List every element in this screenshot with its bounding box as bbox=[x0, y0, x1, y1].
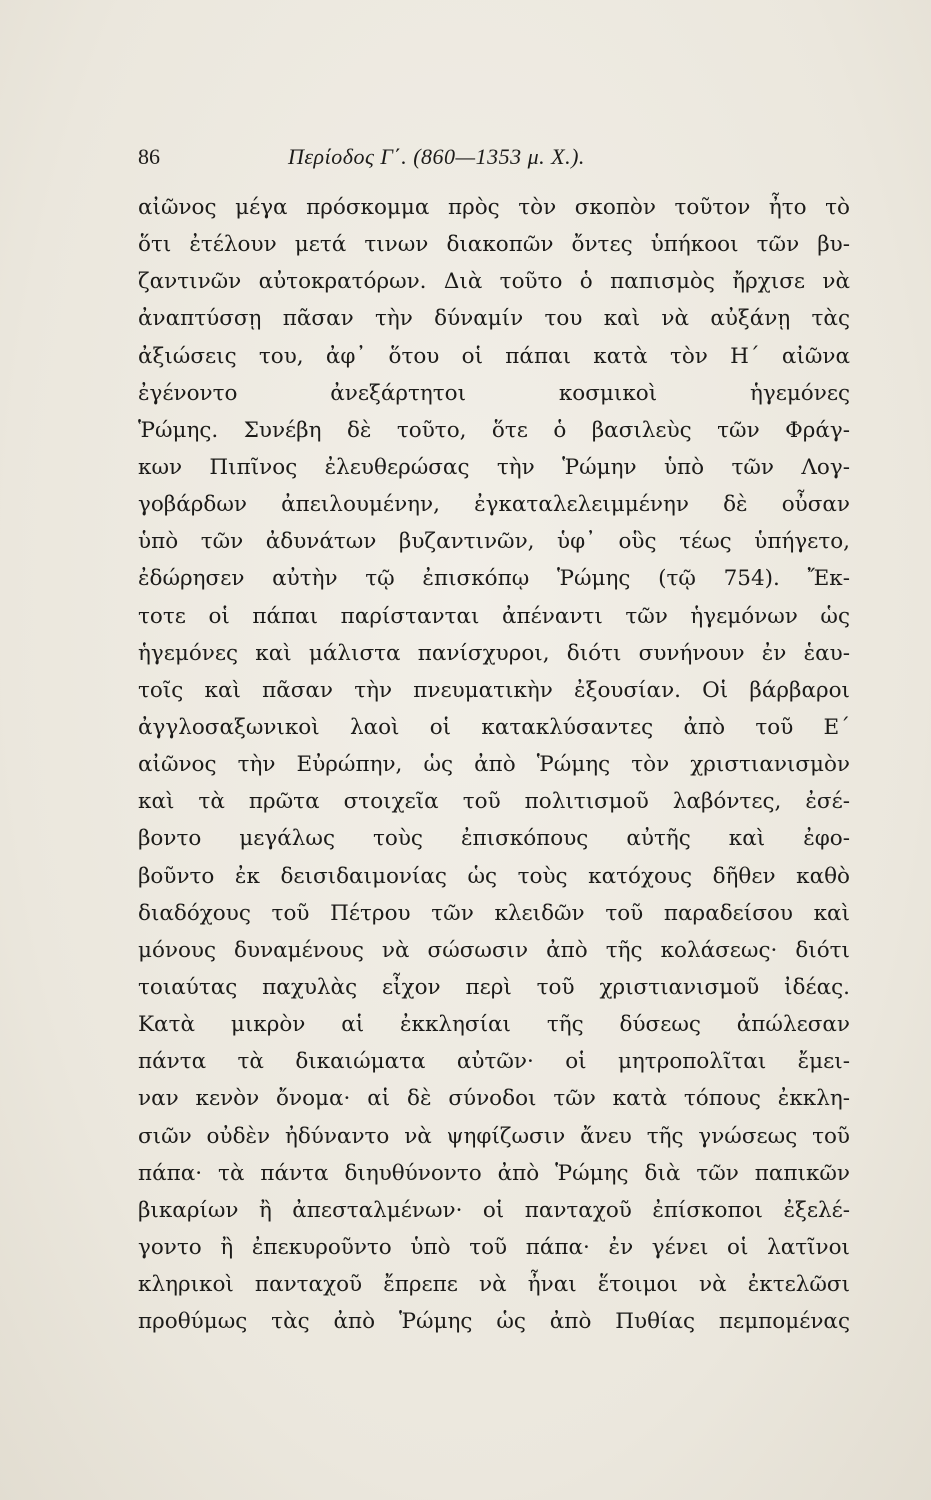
text-line: αἰῶνος μέγα πρόσκομμα πρὸς τὸν σκοπὸν τοῦτον ἦτο τὸ bbox=[138, 195, 850, 220]
text-line: τοῖς καὶ πᾶσαν τὴν πνευματικὴν ἐξουσίαν. Οἱ βάρβαροι bbox=[138, 677, 850, 703]
text-line: κληρικοὶ πανταχοῦ ἔπρεπε νὰ ἦναι ἕτοιμοι νὰ ἐκτελῶσι bbox=[138, 1272, 850, 1298]
text-line: ἐγένοντο ἀνεξάρτητοι κοσμικοὶ ἡγεμόνες bbox=[138, 380, 850, 406]
text-line: τοτε οἱ πάπαι παρίστανται ἀπέναντι τῶν ἡγεμόνων ὡς bbox=[138, 603, 850, 629]
text-line: τοιαύτας παχυλὰς εἶχον περὶ τοῦ χριστιανισμοῦ ἰδέας. bbox=[138, 974, 850, 1000]
text-line: πάντα τὰ δικαιώματα αὐτῶν· οἱ μητροπολῖται ἔμει- bbox=[138, 1049, 850, 1075]
text-line: βοντο μεγάλως τοὺς ἐπισκόπους αὐτῆς καὶ ἐφο- bbox=[138, 826, 850, 852]
text-line: αἰῶνος τὴν Εὐρώπην, ὡς ἀπὸ Ῥώμης τὸν χριστιανισμὸν bbox=[138, 752, 850, 778]
text-line: γοντο ἢ ἐπεκυροῦντο ὑπὸ τοῦ πάπα· ἐν γένει οἱ λατῖνοι bbox=[138, 1234, 850, 1260]
text-line: κων Πιπῖνος ἐλευθερώσας τὴν Ῥώμην ὑπὸ τῶν Λογ- bbox=[138, 454, 850, 480]
text-line: ὑπὸ τῶν ἀδυνάτων βυζαντινῶν, ὑφ᾽ οὓς τέως ὑπήγετο, bbox=[138, 529, 850, 555]
text-line: βικαρίων ἢ ἀπεσταλμένων· οἱ πανταχοῦ ἐπίσκοποι ἐξελέ- bbox=[138, 1197, 850, 1223]
text-line: μόνους δυναμένους νὰ σώσωσιν ἀπὸ τῆς κολάσεως· διότι bbox=[138, 937, 850, 963]
text-line: ἀναπτύσσῃ πᾶσαν τὴν δύναμίν του καὶ νὰ αὐξάνῃ τὰς bbox=[138, 306, 850, 332]
text-line: γοβάρδων ἀπειλουμένην, ἐγκαταλελειμμένην δὲ οὖσαν bbox=[138, 492, 850, 518]
text-line: βοῦντο ἐκ δεισιδαιμονίας ὡς τοὺς κατόχους δῆθεν καθὸ bbox=[138, 863, 850, 889]
text-line: Ῥώμης. Συνέβη δὲ τοῦτο, ὅτε ὁ βασιλεὺς τῶν Φράγ- bbox=[138, 417, 850, 443]
text-line: προθύμως τὰς ἀπὸ Ῥώμης ὡς ἀπὸ Πυθίας πεμπομένας bbox=[138, 1309, 850, 1335]
text-line: σιῶν οὐδὲν ἠδύναντο νὰ ψηφίζωσιν ἄνευ τῆς γνώσεως τοῦ bbox=[138, 1123, 850, 1149]
text-line: διαδόχους τοῦ Πέτρου τῶν κλειδῶν τοῦ παραδείσου καὶ bbox=[138, 900, 850, 926]
text-line: καὶ τὰ πρῶτα στοιχεῖα τοῦ πολιτισμοῦ λαβόντες, ἐσέ- bbox=[138, 789, 850, 815]
page-number: 86 bbox=[138, 144, 160, 169]
text-line: ἀξιώσεις του, ἀφ᾽ ὅτου οἱ πάπαι κατὰ τὸν Η΄ αἰῶνα bbox=[138, 343, 850, 369]
text-line: ναν κενὸν ὄνομα· αἱ δὲ σύνοδοι τῶν κατὰ τόπους ἐκκλη- bbox=[138, 1086, 850, 1112]
text-line: ἀγγλοσαξωνικοὶ λαοὶ οἱ κατακλύσαντες ἀπὸ τοῦ Ε΄ bbox=[138, 714, 850, 740]
text-line: ὅτι ἐτέλουν μετά τινων διακοπῶν ὄντες ὑπήκοοι τῶν βυ- bbox=[138, 232, 850, 258]
text-line: ἡγεμόνες καὶ μάλιστα πανίσχυροι, διότι συνήνουν ἐν ἑαυ- bbox=[138, 640, 850, 666]
text-line: Κατὰ μικρὸν αἱ ἐκκλησίαι τῆς δύσεως ἀπώλεσαν bbox=[138, 1012, 850, 1038]
body-text bbox=[138, 189, 850, 1340]
text-line: πάπα· τὰ πάντα διηυθύνοντο ἀπὸ Ῥώμης διὰ τῶν παπικῶν bbox=[138, 1160, 850, 1186]
page-header bbox=[138, 140, 858, 174]
text-line: ἐδώρησεν αὐτὴν τῷ ἐπισκόπῳ Ῥώμης (τῷ 754). Ἔκ- bbox=[138, 566, 850, 592]
running-head: Περίοδος Γ΄. (860—1353 μ. Χ.). bbox=[288, 144, 585, 169]
text-line: ζαντινῶν αὐτοκρατόρων. Διὰ τοῦτο ὁ παπισμὸς ἤρχισε νὰ bbox=[138, 269, 850, 295]
